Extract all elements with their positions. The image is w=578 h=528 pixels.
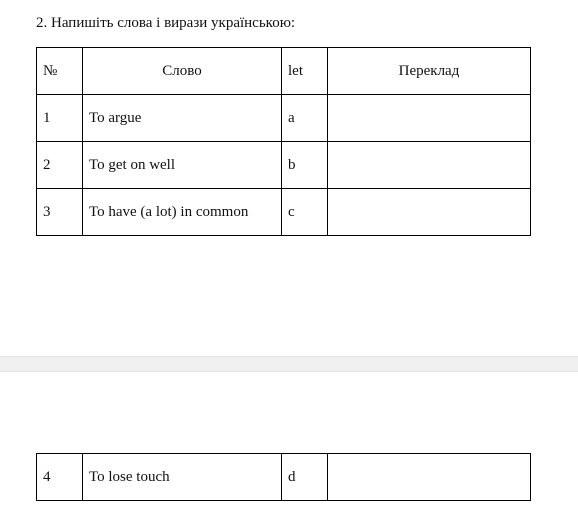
row-letter: d	[282, 454, 328, 501]
table-row	[37, 142, 531, 189]
row-translation-cell[interactable]	[328, 189, 531, 236]
header-letter: let	[282, 48, 328, 95]
header-word: Слово	[83, 48, 282, 95]
row-translation-cell[interactable]	[328, 142, 531, 189]
table-row	[37, 189, 531, 236]
row-letter: b	[282, 142, 328, 189]
vocabulary-table-continued	[36, 453, 531, 501]
row-number: 3	[37, 189, 83, 236]
row-word: To have (a lot) in common	[83, 189, 282, 236]
vocabulary-table	[36, 47, 531, 236]
row-letter: c	[282, 189, 328, 236]
header-number: №	[37, 48, 83, 95]
table-row	[37, 95, 531, 142]
task-title: 2. Напишіть слова і вирази українською:	[36, 15, 296, 31]
row-number: 4	[37, 454, 83, 501]
row-letter: a	[282, 95, 328, 142]
row-word: To argue	[83, 95, 282, 142]
table-header-row	[37, 48, 531, 95]
row-number: 1	[37, 95, 83, 142]
header-translation: Переклад	[328, 48, 531, 95]
row-word: To lose touch	[83, 454, 282, 501]
row-number: 2	[37, 142, 83, 189]
row-word: To get on well	[83, 142, 282, 189]
row-translation-cell[interactable]	[328, 454, 531, 501]
page-break	[0, 356, 578, 372]
row-translation-cell[interactable]	[328, 95, 531, 142]
table-row	[37, 454, 531, 501]
document-page-2	[0, 372, 578, 528]
